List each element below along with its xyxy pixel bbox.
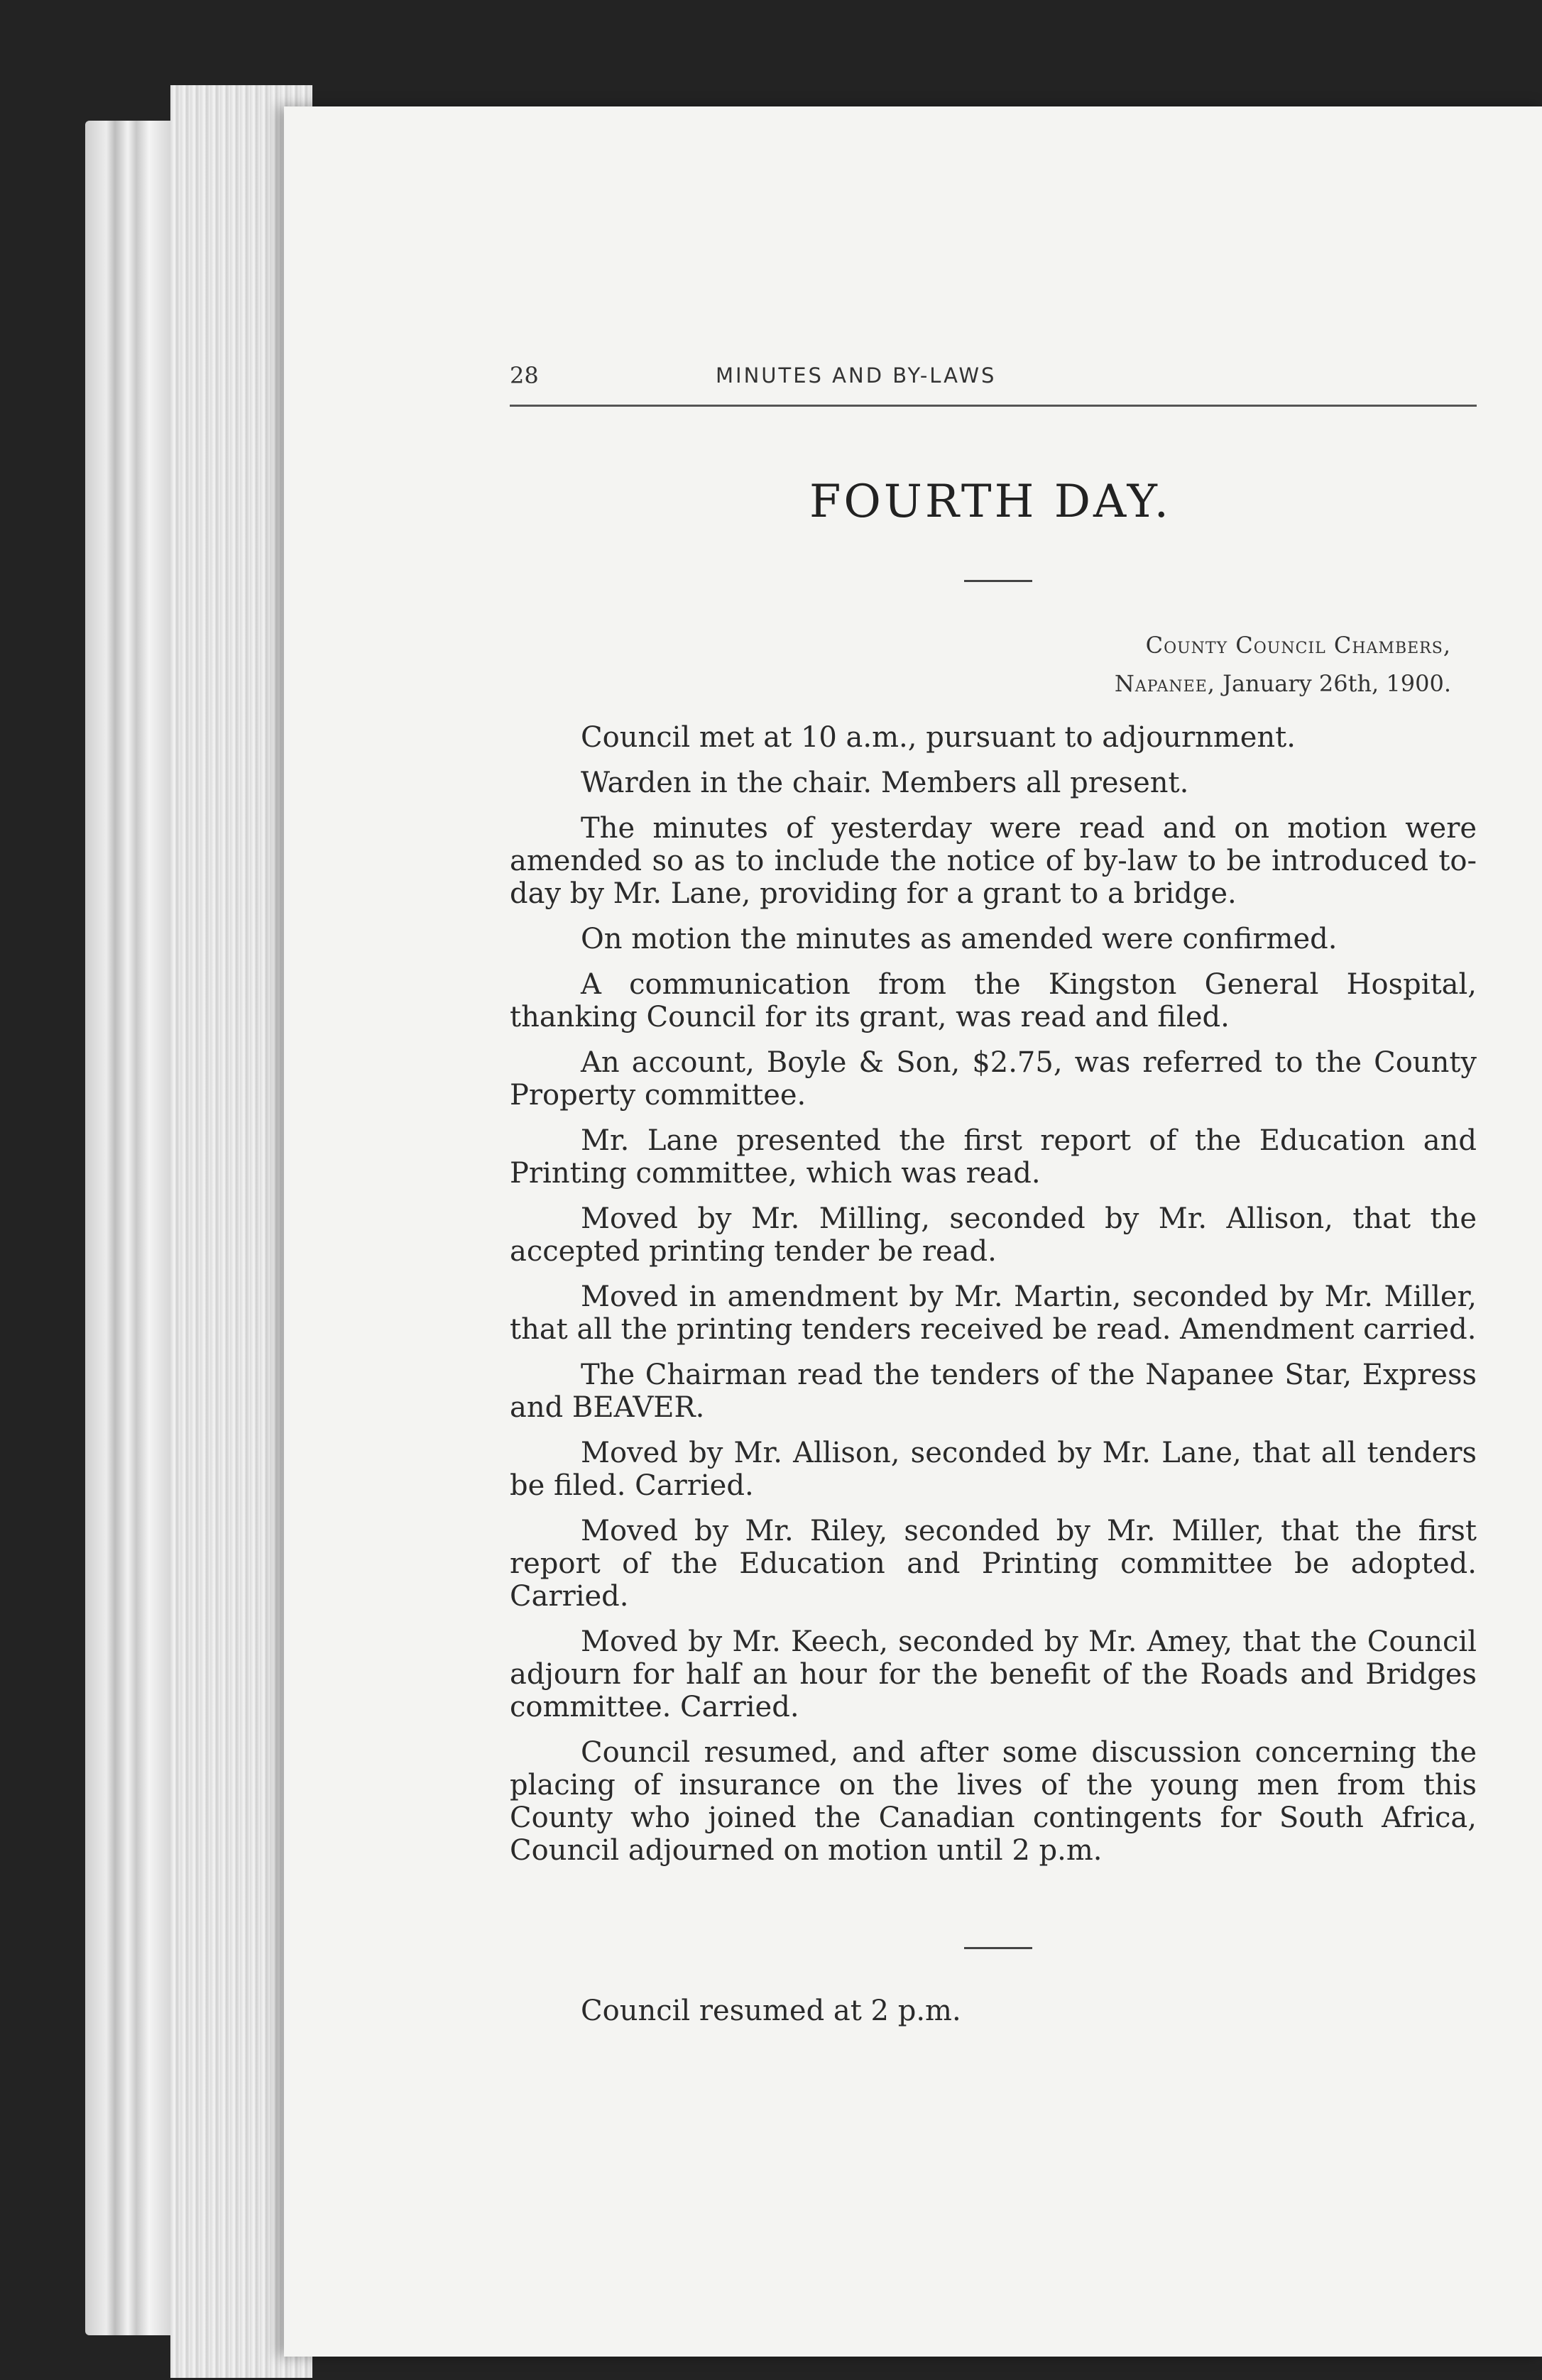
paragraph: Moved by Mr. Milling, seconded by Mr. Allison, that the accepted printing tender be read. [510, 1202, 1477, 1268]
paragraph: Warden in the chair. Members all present. [581, 767, 1189, 799]
paragraph: Council met at 10 a.m., pursuant to adjournment. [581, 721, 1296, 754]
running-title: MINUTES AND BY-LAWS [716, 363, 997, 388]
paragraph: Moved by Mr. Allison, seconded by Mr. Lane, that all tenders be filed. Carried. [510, 1437, 1477, 1502]
section-rule [964, 1947, 1032, 1949]
section-title: FOURTH DAY. [809, 476, 1171, 528]
paragraph: Moved by Mr. Riley, seconded by Mr. Miller, that the first report of the Education and Printing committee be adopted. Carried. [510, 1515, 1477, 1613]
paragraph: On motion the minutes as amended were confirmed. [581, 923, 1338, 955]
running-head [510, 362, 1477, 407]
paragraph: An account, Boyle & Son, $2.75, was referred to the County Property committee. [510, 1046, 1477, 1112]
minutes-body [510, 721, 1477, 1880]
paragraph: Moved by Mr. Keech, seconded by Mr. Amey, that the Council adjourn for half an hour for the benefit of the Roads and Bridges committee. Carried. [510, 1625, 1477, 1723]
paragraph: A communication from the Kingston General Hospital, thanking Council for its grant, was read and filed. [510, 968, 1477, 1033]
paragraph: Council resumed, and after some discussion concerning the placing of insurance on the lives of the young men from this County who joined the Canadian contingents for South Africa, Council adjourned on motion until 2 p.m. [510, 1736, 1477, 1867]
place-line-1: County Council Chambers, [1145, 632, 1451, 659]
meeting-date: January 26th, 1900. [1223, 670, 1451, 697]
place-name: Napanee, [1114, 670, 1215, 697]
book-page [284, 106, 1542, 2357]
final-line: Council resumed at 2 p.m. [581, 1995, 961, 2027]
paragraph: Mr. Lane presented the first report of the Education and Printing committee, which was read. [510, 1124, 1477, 1190]
page-number: 28 [510, 362, 539, 389]
paragraph: The Chairman read the tenders of the Napanee Star, Express and BEAVER. [510, 1359, 1477, 1424]
title-rule [964, 580, 1032, 582]
paragraph: Moved in amendment by Mr. Martin, seconded by Mr. Miller, that all the printing tenders received be read. Amendment carried. [510, 1281, 1477, 1346]
paragraph: The minutes of yesterday were read and on motion were amended so as to include the notice of by-law to be introduced to-day by Mr. Lane, providing for a grant to a bridge. [510, 812, 1477, 910]
place-line-2 [954, 670, 1451, 697]
